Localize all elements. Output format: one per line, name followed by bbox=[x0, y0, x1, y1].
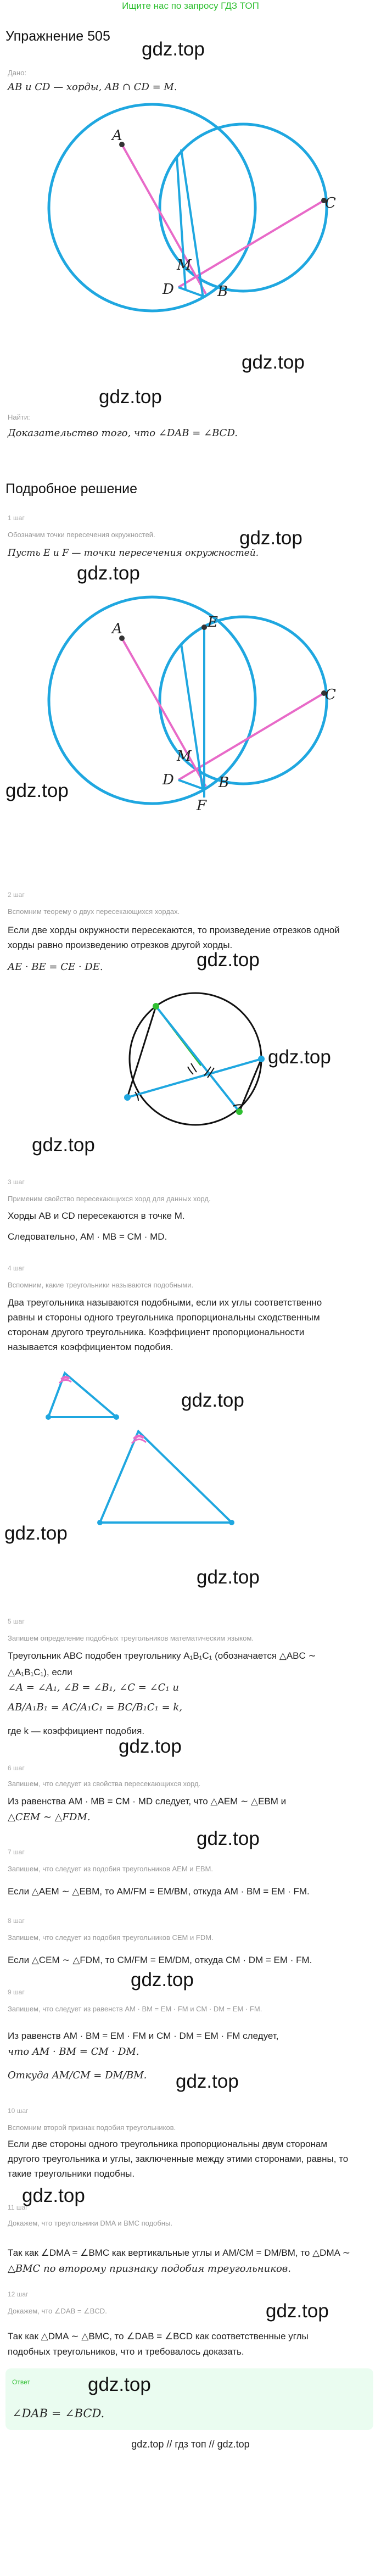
watermark: gdz.top bbox=[197, 949, 260, 971]
step-1-hint: Обозначим точки пересечения окружностей. bbox=[8, 531, 155, 539]
step-1-text: Пусть E и F — точки пересечения окружностей. bbox=[8, 548, 259, 559]
step-10-text-1: Если две стороны одного треугольника пропорциональны двум сторонам bbox=[8, 2139, 328, 2149]
step-9-number: 9 шаг bbox=[8, 1988, 25, 1996]
label-d: D bbox=[163, 772, 174, 788]
search-link[interactable]: Ищите нас по запросу ГДЗ ТОП bbox=[122, 1, 259, 11]
step-8-number: 8 шаг bbox=[8, 1917, 25, 1925]
label-m: M bbox=[177, 748, 192, 765]
step-7-text: Если △AEM ∼ △EBM, то AM/FM = EM/BM, откуда AM · BM = EM · FM. bbox=[8, 1886, 310, 1897]
step-5-text-4: где k — коэффициент подобия. bbox=[8, 1726, 145, 1736]
step-2-text-1: Если две хорды окружности пересекаются, то произведение отрезков одной bbox=[8, 925, 340, 935]
step-5-text-2: △A₁B₁C₁), если bbox=[8, 1667, 72, 1677]
step-11-text-1: Так как ∠DMA = ∠BMC как вертикальные углы и AM/CM = DM/BM, то △DMA ∼ bbox=[8, 2248, 350, 2258]
step-2-text-2: хорды равно произведению отрезков другой хорды. bbox=[8, 940, 233, 950]
diagram-circles-1 bbox=[0, 99, 381, 346]
step-4-text-1: Два треугольника называются подобными, если их углы соответственно bbox=[8, 1297, 322, 1308]
step-9-hint: Запишем, что следует из равенств AM · BM = EM · FM и CM · DM = EM · FM. bbox=[8, 2005, 262, 2013]
step-10-number: 10 шаг bbox=[8, 2107, 29, 2115]
step-3-formula: Следовательно, AM · MB = CM · MD. bbox=[8, 1231, 167, 1242]
given-label: Дано: bbox=[8, 69, 27, 77]
watermark: gdz.top bbox=[197, 1828, 260, 1849]
step-4-hint: Вспомним, какие треугольники называются подобными. bbox=[8, 1281, 194, 1289]
diagram-triangles bbox=[0, 1362, 381, 1538]
step-5-hint: Запишем определение подобных треугольников математическим языком. bbox=[8, 1634, 254, 1642]
step-3-hint: Применим свойство пересекающихся хорд для данных хорд. bbox=[8, 1195, 211, 1203]
step-10-text-3: такие треугольники подобны. bbox=[8, 2168, 135, 2179]
label-a: A bbox=[112, 621, 122, 637]
label-c: C bbox=[325, 687, 336, 703]
label-m: M bbox=[177, 257, 192, 274]
step-3-text: Хорды AB и CD пересекаются в точке M. bbox=[8, 1211, 185, 1221]
step-4-text-2: равны и стороны одного треугольника пропорциональны сходственным bbox=[8, 1312, 320, 1323]
step-11-number: 11 шаг bbox=[8, 2204, 28, 2211]
answer-label: Ответ bbox=[12, 2378, 30, 2386]
step-7-number: 7 шаг bbox=[8, 1848, 25, 1856]
step-2-number: 2 шаг bbox=[8, 891, 25, 899]
label-f: F bbox=[197, 798, 207, 814]
step-8-text: Если △CEM ∼ △FDM, то CM/FM = EM/DM, откуда CM · DM = EM · FM. bbox=[8, 1955, 312, 1965]
step-6-text-1: Из равенства AM · MB = CM · MD следует, что △AEM ∼ △EBM и bbox=[8, 1796, 287, 1806]
step-12-text-1: Так как △DMA ∼ △BMC, то ∠DAB = ∠BCD как соответственные углы bbox=[8, 2331, 309, 2341]
label-c: C bbox=[325, 195, 336, 211]
watermark: gdz.top bbox=[119, 1736, 182, 1757]
label-a: A bbox=[112, 127, 122, 144]
step-8-hint: Запишем, что следует из подобия треугольников CEM и FDM. bbox=[8, 1933, 214, 1942]
watermark: gdz.top bbox=[268, 1046, 331, 1068]
watermark: gdz.top bbox=[32, 1134, 95, 1156]
step-4-text-4: называется коэффициентом подобия. bbox=[8, 1342, 173, 1352]
watermark: gdz.top bbox=[242, 352, 305, 373]
watermark: gdz.top bbox=[239, 527, 302, 549]
step-6-hint: Запишем, что следует из свойства пересекающихся хорд. bbox=[8, 1780, 201, 1788]
step-5-fraction: AB/A₁B₁ = AC/A₁C₁ = BC/B₁C₁ = k, bbox=[8, 1702, 183, 1713]
step-4-number: 4 шаг bbox=[8, 1264, 25, 1272]
watermark: gdz.top bbox=[22, 2185, 85, 2206]
step-4-text-3: сторонам другого треугольника. Коэффициент пропорциональности bbox=[8, 1327, 305, 1337]
step-12-text-2: подобных треугольников, что и требовалось доказать. bbox=[8, 2346, 244, 2357]
step-1-number: 1 шаг bbox=[8, 514, 25, 522]
label-e: E bbox=[208, 614, 218, 631]
watermark: gdz.top bbox=[142, 38, 205, 60]
step-9-text-1: Из равенств AM · BM = EM · FM и CM · DM = EM · FM следует, bbox=[8, 2031, 279, 2041]
step-11-hint: Докажем, что треугольники DMA и BMC подобны. bbox=[8, 2219, 172, 2227]
step-9-text-2: что AM · BM = CM · DM. bbox=[8, 2046, 139, 2058]
step-5-text-1: Треугольник ABC подобен треугольнику A₁B₁C₁ (обозначается △ABC ∼ bbox=[8, 1651, 316, 1661]
step-12-hint: Докажем, что ∠DAB = ∠BCD. bbox=[8, 2307, 107, 2315]
watermark: gdz.top bbox=[131, 1969, 194, 1990]
step-5-number: 5 шаг bbox=[8, 1618, 25, 1625]
watermark: gdz.top bbox=[266, 2300, 329, 2322]
step-3-number: 3 шаг bbox=[8, 1178, 25, 1186]
step-2-formula: AE · BE = CE · DE. bbox=[8, 961, 103, 973]
watermark: gdz.top bbox=[77, 562, 140, 584]
watermark: gdz.top bbox=[99, 386, 162, 408]
watermark: gdz.top bbox=[181, 1390, 244, 1411]
step-11-text-2: △BMC по второму признаку подобия треугольников. bbox=[8, 2263, 292, 2274]
diagram-chords bbox=[113, 989, 278, 1131]
answer-text: ∠DAB = ∠BCD. bbox=[12, 2407, 105, 2420]
step-7-hint: Запишем, что следует из подобия треугольников AEM и EBM. bbox=[8, 1865, 213, 1873]
step-10-text-2: другого треугольника и углы, заключенные между этими сторонами, равны, то bbox=[8, 2154, 349, 2164]
step-10-hint: Вспомним второй признак подобия треугольников. bbox=[8, 2123, 176, 2132]
label-b: B bbox=[217, 283, 228, 300]
label-b: B bbox=[218, 774, 229, 791]
step-6-number: 6 шаг bbox=[8, 1764, 25, 1772]
watermark: gdz.top bbox=[197, 1566, 260, 1588]
watermark: gdz.top bbox=[176, 2071, 239, 2092]
footer: gdz.top // гдз топ // gdz.top bbox=[131, 2439, 250, 2450]
given-text: AB и CD — хорды, AB ∩ CD = M. bbox=[8, 81, 177, 93]
solution-title: Подробное решение bbox=[5, 481, 138, 497]
step-2-hint: Вспомним теорему о двух пересекающихся хордах. bbox=[8, 907, 180, 916]
step-5-text-3: ∠A = ∠A₁, ∠B = ∠B₁, ∠C = ∠C₁ и bbox=[8, 1682, 179, 1693]
prove-text: Доказательство того, что ∠DAB = ∠BCD. bbox=[8, 427, 238, 439]
step-6-text-2: △CEM ∼ △FDM. bbox=[8, 1811, 91, 1823]
watermark: gdz.top bbox=[5, 780, 69, 801]
watermark: gdz.top bbox=[4, 1523, 68, 1544]
watermark: gdz.top bbox=[88, 2374, 151, 2395]
exercise-title: Упражнение 505 bbox=[5, 29, 110, 44]
label-d: D bbox=[163, 281, 174, 298]
step-12-number: 12 шаг bbox=[8, 2290, 29, 2298]
answer-box bbox=[5, 2368, 373, 2430]
step-9-text-3: Откуда AM/CM = DM/BM. bbox=[8, 2070, 147, 2081]
prove-label: Найти: bbox=[8, 413, 30, 421]
